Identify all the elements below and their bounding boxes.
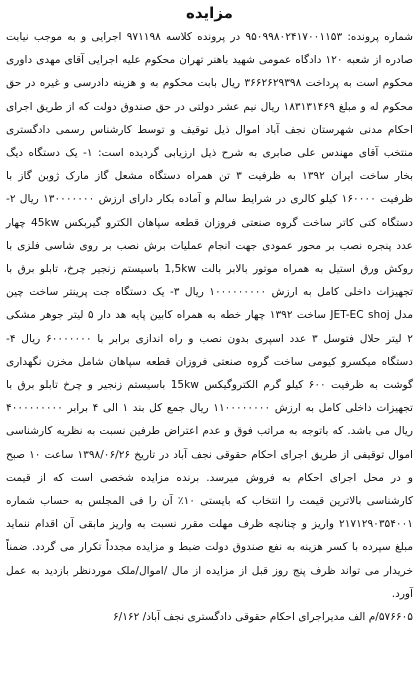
notice-signature: ۵۷۶۶۰۵/م الف مدیراجرای احکام حقوقی دادگستری نجف آباد/ ۶/۱۶۲	[112, 611, 413, 624]
notice-title: مزایده	[186, 4, 233, 22]
notice-body: شماره پرونده: ۹۵۰۹۹۸۰۲۴۱۷۰۰۱۱۵۳ در پرونده کلاسه ۹۷۱۱۹۸ اجرایی و به موجب نیابت صادره از شعبه ۱۲۰ دادگاه عمومی شهید باهنر تهران محکوم علیه اجرایی آقای مهدی داوری محکوم است به پرداخت ۳۶۶۲۶۲۹۳۹۸ ریال بابت محکوم به و هزینه دادرسی و غیره در حق محکوم له و مبلغ ۱۸۳۱۳۱۴۶۹ ریال نیم عشر دولتی در حق صندوق دولت که از طریق اجرای احکام مدنی شهرستان نجف آباد اموال ذیل توقیف و توسط کارشناس رسمی دادگستری منتخب آقای مهندس علی صابری به شرح ذیل ارزیابی گردیده است: ۱- یک دستگاه دیگ بخار ساخت ایران ۱۳۹۲ به ظرفیت ۳ تن همراه دستگاه مشعل گاز مارک ژوبن گاز با ظرفیت ۱۶۰۰۰۰ کیلو کالری در شرایط سالم و آماده بکار دارای ارزش ۱۳۰۰۰۰۰۰۰ ریال ۲- دستگاه کتی کاتر ساخت گروه صنعتی فروزان قطعه سپاهان الکترو گیربکس 45kw چهار عدد پنجره نصب بر محور عمودی جهت انجام عملیات برش نصب بر روی شاسی فلزی با روکش ورق استیل به همراه موتور بالابر بالت 1,5kw باسیستم زنجیر چرخ، تابلو برق با تجهیزات داخلی کامل به ارزش ۱۰۰۰۰۰۰۰۰۰ ریال ۳- یک دستگاه جت پرینتر ساخت چین مدل JET-EC shoj ساخت ۱۳۹۲ چهار خطه به همراه کابین پایه هد دار ۵ لیتر جوهر مشکی ۲ لیتر حلال فتوسل ۳ عدد اسپری بدون نصب و راه اندازی برابر با ۶۰۰۰۰۰۰۰ ریال ۴- دستگاه میکسرو کیومی ساخت گروه صنعتی فروزان قطعه سپاهان شامل مخزن نگهداری گوشت به ظرفیت ۶۰۰ کیلو گرم الکتروگیکس 15kw باسیستم زنجیر و چرخ تابلو برق با تجهیزات داخلی کامل به ارزش ۱۱۰۰۰۰۰۰۰۰ ریال جمع کل بند ۱ الی ۴ برابر ۴۰۰۰۰۰۰۰۰۰ ریال می باشد. که باتوجه به مراتب فوق و عدم اعتراض طرفین نسبت به نظریه کارشناسی اموال توقیفی از طریق اجرای احکام حقوقی نجف آباد در تاریخ ۱۳۹۸/۰۶/۲۶ ساعت ۱۰ صبح و در محل اجرای احکام به فروش میرسد. برنده مزایده شخصی است که از قیمت کارشناسی بالاترین قیمت را انتخاب که بایستی ۱۰٪ آن را فی المجلس به حساب شماره ۲۱۷۱۲۹۰۳۵۴۰۰۱ واریز و چنانچه ظرف مهلت مقرر نسبت به واریز مابقی آن اقدام ننماید مبلغ سپرده با کسر هزینه به نفع صندوق دولت ضبط و مزایده مجدداً تکرار می گردد. ضمناً خریدار می تواند ظرف پنج روز قبل از مزایده از مال /اموال/ملک موردنظر بازدید به عمل آورد.	[6, 31, 414, 600]
